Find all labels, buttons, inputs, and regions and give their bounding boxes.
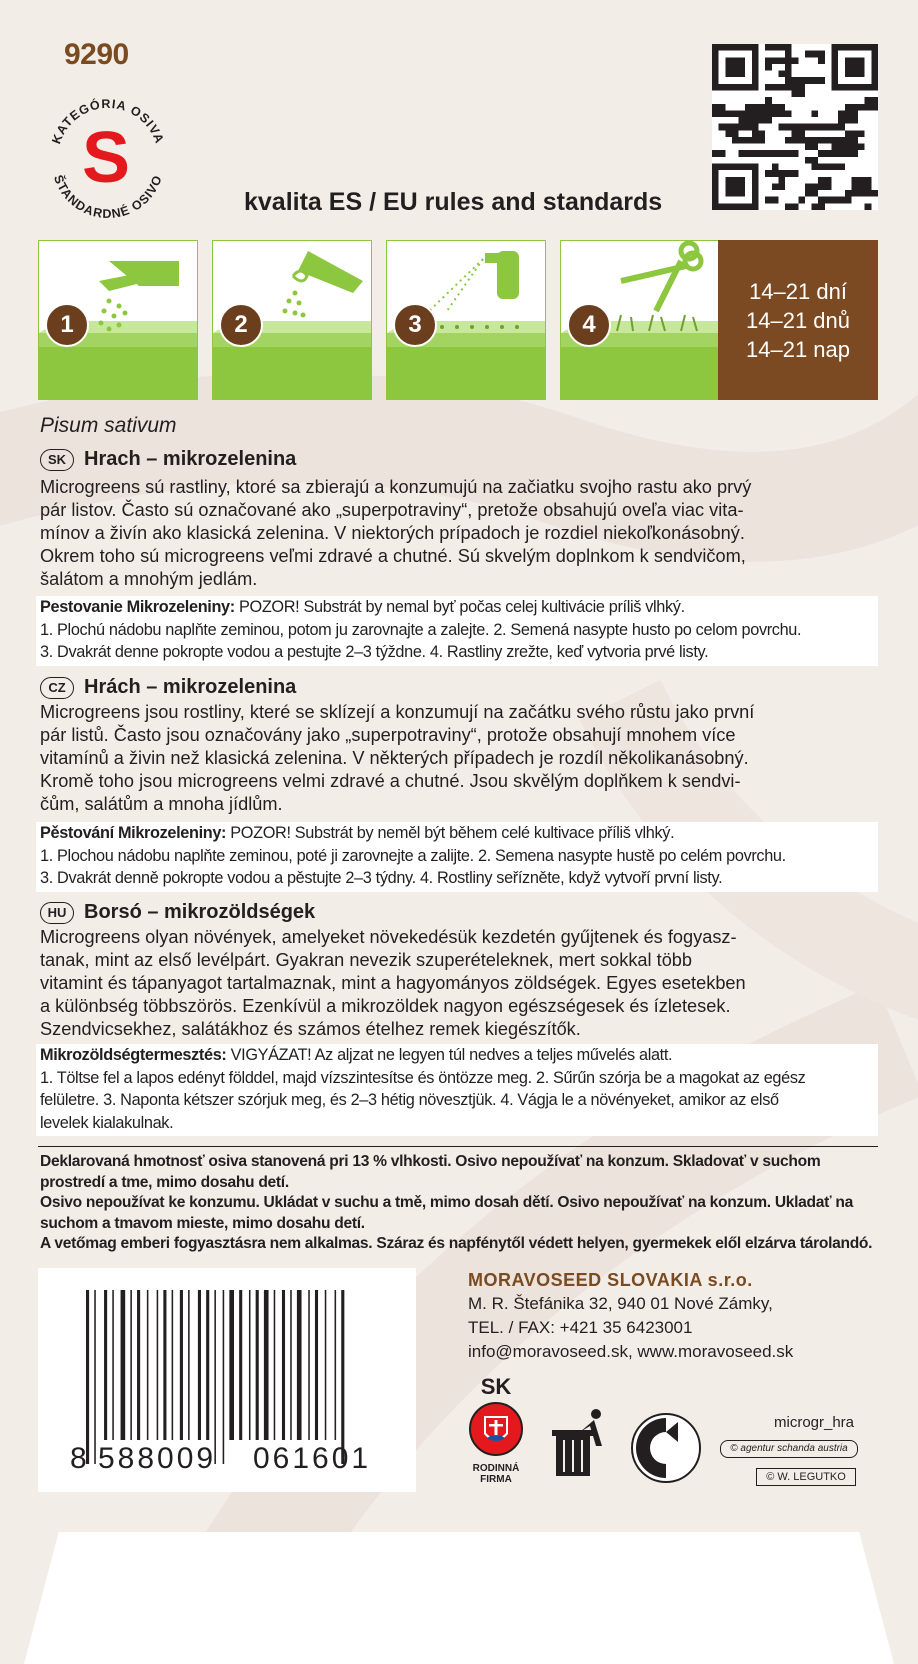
barcode-bar bbox=[290, 1290, 292, 1440]
text-line: Osivo nepoužívat ke konzumu. Ukládat v suchu a tmě, mimo dosah dětí. Osivo nepoužívať na konzum. Ukladať na bbox=[40, 1194, 853, 1211]
barcode-bar bbox=[188, 1290, 190, 1440]
barcode-bar bbox=[137, 1290, 140, 1440]
barcode-bar bbox=[157, 1290, 159, 1440]
text-line: levelek kialakulnak. bbox=[40, 1113, 174, 1132]
text-line: tanak, mint az első levélpárt. Gyakran nevezik szuperételeknek, mert sokkal több bbox=[40, 950, 693, 970]
family-line1: RODINNÁ bbox=[472, 1463, 520, 1474]
grow-label: Mikrozöldségtermesztés: bbox=[40, 1046, 227, 1064]
barcode-bar bbox=[147, 1290, 149, 1440]
growing-time-box bbox=[718, 240, 878, 400]
text-line: 1. Töltse fel a lapos edényt földdel, majd vízszintesítse és öntözze meg. 2. Sűrűn szórja be a magokat az egész bbox=[40, 1068, 806, 1087]
text-line: Microgreens jsou rostliny, které se sklízejí a konzumují na začátku svého růstu jako první bbox=[40, 702, 755, 722]
text-line: A vetőmag emberi fogyasztásra nem alkalmas. Száraz és napfénytől védett helyen, gyermekek elől elzárva tárolandó. bbox=[40, 1235, 873, 1252]
description-hu bbox=[40, 926, 885, 1041]
company-address: M. R. Štefánika 32, 940 01 Nové Zámky, bbox=[468, 1294, 773, 1313]
step-1-watering bbox=[38, 240, 198, 400]
text-line: POZOR! Substrát by nemal byť počas celej kultivácie príliš vlhký. bbox=[234, 598, 685, 616]
section-title: Hrách – mikrozelenina bbox=[84, 676, 297, 698]
barcode bbox=[38, 1268, 416, 1492]
barcode-bar bbox=[239, 1290, 242, 1440]
qr-code bbox=[712, 44, 878, 210]
standard-seed-badge bbox=[36, 80, 176, 220]
barcode-left-digits: 588009 bbox=[98, 1442, 217, 1475]
text-line: VIGYÁZAT! Az aljzat ne legyen túl nedves a teljes művelés alatt. bbox=[226, 1046, 673, 1064]
barcode-bar bbox=[274, 1290, 276, 1440]
barcode-bar bbox=[86, 1290, 89, 1464]
text-line: 3. Dvakrát denně pokropte vodou a pěstujte 2–3 týdny. 4. Rostliny seřízněte, když vytvoří první listy. bbox=[40, 869, 723, 887]
text-line: 3. Dvakrát denne pokropte vodou a pestujte 2–3 týždne. 4. Rastliny zrežte, keď vytvoria prvé listy. bbox=[40, 643, 709, 661]
barcode-bar bbox=[282, 1290, 285, 1440]
text-line: Deklarovaná hmotnosť osiva stanovená pri 13 % vlhkosti. Osivo nepoužívať na konzum. Skladovať v suchom bbox=[40, 1153, 821, 1170]
growing-instructions-hu bbox=[36, 1044, 878, 1136]
lang-badge: SK bbox=[40, 449, 74, 471]
slovak-shield-icon bbox=[466, 1400, 526, 1458]
text-line: 1. Plochú nádobu naplňte zeminou, potom ju zarovnajte a zalejte. 2. Semená nasypte husto po celom povrchu. bbox=[40, 620, 802, 639]
barcode-bar bbox=[198, 1290, 201, 1440]
company-info bbox=[468, 1268, 793, 1364]
section-heading-cz bbox=[40, 676, 296, 699]
barcode-bar bbox=[94, 1290, 96, 1464]
barcode-bar bbox=[308, 1290, 310, 1440]
badge-top-text: KATEGÓRIA OSIVA bbox=[49, 96, 167, 146]
section-heading-sk bbox=[40, 448, 296, 471]
lang-badge: HU bbox=[40, 902, 74, 924]
step-number: 4 bbox=[567, 303, 611, 347]
company-name: MORAVOSEED SLOVAKIA s.r.o. bbox=[468, 1270, 753, 1290]
step-4-cutting bbox=[560, 240, 720, 400]
description-sk bbox=[40, 476, 885, 591]
barcode-bar bbox=[297, 1290, 302, 1440]
barcode-bar bbox=[256, 1290, 259, 1440]
step-number: 2 bbox=[219, 303, 263, 347]
text-line: Kromě toho jsou microgreens velmi zdravé a chutné. Jsou skvělým doplňkem k sendvi- bbox=[40, 771, 741, 791]
days-hu: 14–21 nap bbox=[746, 336, 850, 362]
text-line: čům, salátům a mnoha jídlům. bbox=[40, 794, 283, 814]
badge-bottom-text: ŠTANDARDNÉ OSIVO bbox=[50, 172, 166, 220]
text-line: vitamínů a živin než klasická zelenina. V některých případech je rozdíl několikanásobný. bbox=[40, 748, 749, 768]
section-title: Hrach – mikrozelenina bbox=[84, 448, 297, 470]
barcode-bar bbox=[172, 1290, 174, 1440]
company-phone: TEL. / FAX: +421 35 6423001 bbox=[468, 1318, 693, 1337]
text-line: Microgreens sú rastliny, ktoré sa zbierajú a konzumujú na začiatku svojho rastu ako prvý bbox=[40, 477, 752, 497]
section-heading-hu bbox=[40, 901, 315, 924]
quality-standard-text: kvalita ES / EU rules and standards bbox=[244, 188, 663, 216]
text-line: šalátom a mnohým jedlám. bbox=[40, 569, 258, 589]
text-line: mínov a živín ako klasická zelenina. V niektorých prípadoch je rozdiel niekoľkonásobný. bbox=[40, 523, 745, 543]
agentur-credit: © agentur schanda austria bbox=[720, 1440, 858, 1458]
text-line: prostredí a tme, mimo dosahu detí. bbox=[40, 1173, 289, 1191]
country-code: SK bbox=[480, 1374, 512, 1399]
barcode-bar bbox=[104, 1290, 107, 1440]
family-firm-logo bbox=[466, 1374, 526, 1485]
packet-bottom-flap bbox=[24, 1532, 894, 1664]
lang-badge: CZ bbox=[40, 677, 74, 699]
latin-name: Pisum sativum bbox=[40, 414, 177, 437]
legutko-credit: © W. LEGUTKO bbox=[756, 1468, 856, 1486]
section-title: Borsó – mikrozöldségek bbox=[84, 901, 316, 923]
text-line: Szendvicsekhez, salátákhoz és számos ételhez remek kiegészítők. bbox=[40, 1019, 581, 1039]
barcode-bar bbox=[163, 1290, 166, 1440]
step-3-spraying bbox=[386, 240, 546, 400]
days-cz: 14–21 dnů bbox=[746, 307, 850, 333]
badge-letter: S bbox=[81, 118, 131, 198]
barcode-first-digit: 8 bbox=[70, 1442, 87, 1475]
barcode-bar bbox=[325, 1290, 327, 1440]
barcode-bar bbox=[223, 1290, 225, 1464]
days-sk: 14–21 dní bbox=[749, 278, 847, 304]
text-line: vitamint és tápanyagot tartalmaznak, mint a hagyományos zöldségek. Egyes esetekben bbox=[40, 973, 746, 993]
barcode-bar bbox=[249, 1290, 251, 1440]
barcode-bar bbox=[121, 1290, 126, 1440]
barcode-bar bbox=[180, 1290, 183, 1440]
text-line: felületre. 3. Naponta kétszer szórjuk meg, és 2–3 hétig növesztjük. 4. Vágja le a növényeket, amikor az első bbox=[40, 1091, 779, 1109]
text-line: pár listů. Často jsou označovány jako „superpotraviny“, protože obsahují mnohem více bbox=[40, 725, 736, 745]
company-web: info@moravoseed.sk, www.moravoseed.sk bbox=[468, 1342, 794, 1361]
text-line: Okrem toho sú microgreens veľmi zdravé a chutné. Sú skvelým doplnkom k sendvičom, bbox=[40, 546, 746, 566]
barcode-bar bbox=[341, 1290, 344, 1464]
barcode-bar bbox=[229, 1290, 234, 1440]
barcode-bar bbox=[264, 1290, 269, 1440]
barcode-bar bbox=[214, 1290, 216, 1464]
barcode-bar bbox=[335, 1290, 337, 1440]
step-number: 1 bbox=[45, 303, 89, 347]
green-dot-icon bbox=[630, 1412, 702, 1489]
divider bbox=[38, 1146, 878, 1147]
barcode-bar bbox=[315, 1290, 318, 1440]
growing-instructions-sk bbox=[36, 596, 878, 666]
text-line: POZOR! Substrát by neměl být během celé kultivace příliš vlhký. bbox=[226, 824, 675, 842]
text-line: Microgreens olyan növények, amelyeket növekedésük kezdetén gyűjtenek és fogyasz- bbox=[40, 927, 737, 947]
growing-instructions-cz bbox=[36, 822, 878, 892]
barcode-bar bbox=[112, 1290, 114, 1440]
text-line: a különbség többszörös. Ezenkívül a mikrozöldek nagyon egészségesek és ízletesek. bbox=[40, 996, 731, 1016]
grow-label: Pestovanie Mikrozeleniny: bbox=[40, 598, 235, 616]
product-code: microgr_hra bbox=[774, 1414, 855, 1431]
grow-label: Pěstování Mikrozeleniny: bbox=[40, 824, 227, 842]
barcode-bar bbox=[206, 1290, 209, 1440]
barcode-bar bbox=[130, 1290, 132, 1440]
text-line: pár listov. Často sú označované ako „superpotraviny“, pretože obsahujú oveľa viac vita- bbox=[40, 500, 744, 520]
text-line: suchom a tmavom mieste, mimo dosahu detí. bbox=[40, 1214, 365, 1232]
step-number: 3 bbox=[393, 303, 437, 347]
text-line: 1. Plochou nádobu naplňte zeminou, poté ji zarovnejte a zalijte. 2. Semena nasypte hustě po celém povrchu. bbox=[40, 846, 786, 865]
variety-code: 9290 bbox=[64, 38, 129, 71]
barcode-right-digits: 061601 bbox=[253, 1442, 372, 1475]
declaration bbox=[40, 1152, 880, 1255]
step-2-sowing bbox=[212, 240, 372, 400]
recycle-bin-icon bbox=[548, 1406, 608, 1487]
family-line2: FIRMA bbox=[480, 1474, 512, 1485]
description-cz bbox=[40, 701, 885, 816]
